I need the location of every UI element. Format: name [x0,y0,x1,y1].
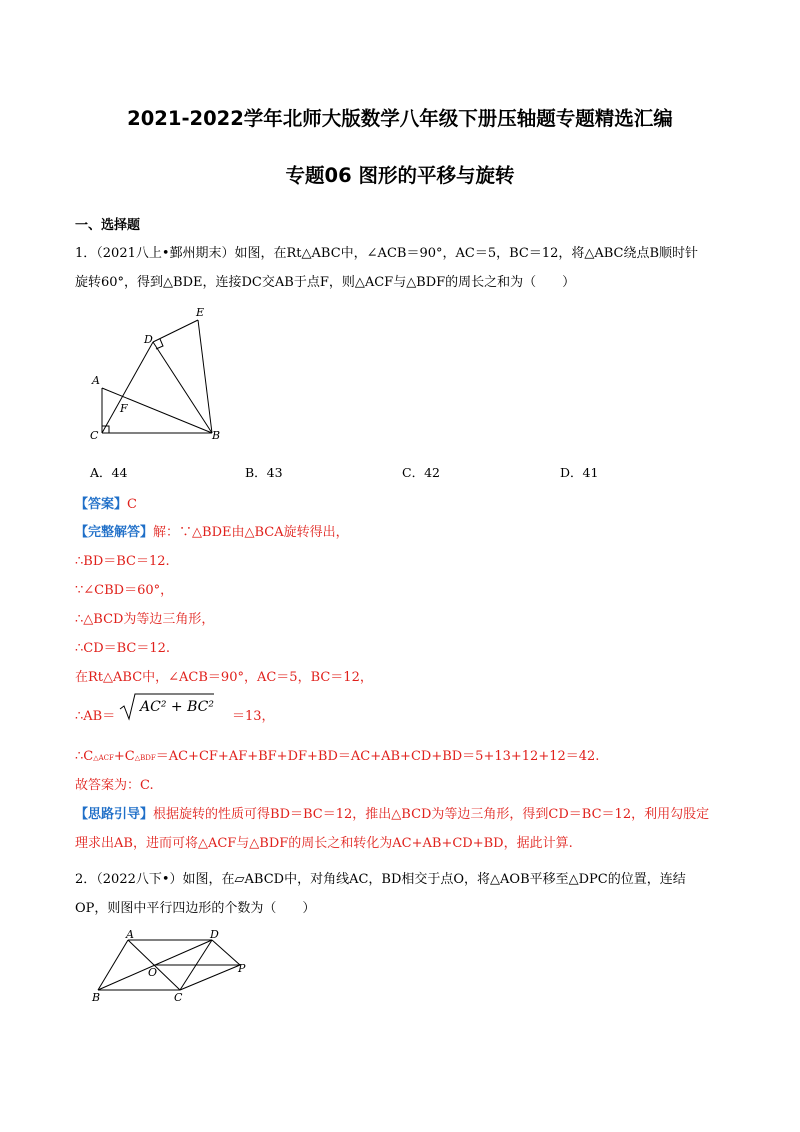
q1-label-E: E [196,306,205,319]
q2-figure [88,928,258,1006]
q2-label-D: D [210,928,219,941]
solution-line-4: ∴△BCD为等边三角形， [75,612,215,627]
solution-line-2: ∴BD＝BC＝12. [75,554,170,569]
q1-figure [80,300,230,445]
answer-row [75,493,137,512]
solution-line-8 [75,745,599,764]
document-title: 2021-2022学年北师大版数学八年级下册压轴题专题精选汇编 [127,107,673,130]
q2-stem-line1: 2．（2022八下•）如图，在▱ABCD中，对角线AC，BD相交于点O，将△AOB平移至△DPC的位置，连结 [75,872,686,887]
hint-line-2: 理求出AB，进而可将△ACF与△BDF的周长之和转化为AC+AB+CD+BD，据此计算. [75,836,573,851]
perimeter-sub-2: △BDF [134,754,156,762]
q2-label-B: B [92,991,101,1004]
q1-label-F: F [120,402,128,415]
solution-line-1: 解：∵△BDE由△BCA旋转得出， [153,525,349,540]
hint-row-1 [75,803,709,822]
solution-line-9: 故答案为：C. [75,778,154,793]
q1-option-b: B．43 [245,465,283,480]
q1-option-a: A．44 [90,465,128,480]
q1-option-c: C．42 [402,465,440,480]
perimeter-sub-1: △ACF [93,754,114,762]
q1-label-A: A [92,374,100,387]
answer-value: C [127,497,137,512]
q2-label-P: P [238,962,246,975]
q1-label-B: B [212,429,221,442]
q1-stem-line1: 1．（2021八上•鄞州期末）如图，在Rt△ABC中，∠ACB＝90°，AC＝5，BC＝12，将△ABC绕点B顺时针 [75,246,699,261]
q2-stem-line2: OP，则图中平行四边形的个数为（ ） [75,901,316,916]
q1-label-D: D [144,333,153,346]
sqrt-radicand: AC² + BC² [140,699,214,715]
solution-row-1 [75,521,349,540]
perimeter-equation: ＝AC+CF+AF+BF+DF+BD＝AC+AB+CD+BD＝5+13+12+12＝42. [155,749,600,764]
q1-label-C: C [90,429,99,442]
solution-line-7-prefix: ∴AB＝ [75,709,116,724]
q1-option-d: D．41 [560,465,599,480]
q2-label-O: O [148,966,158,979]
sqrt-expression [118,692,218,722]
solution-line-6: 在Rt△ABC中，∠ACB＝90°，AC＝5，BC＝12， [75,670,373,685]
section-heading: 一、选择题 [75,218,141,233]
perimeter-symbol-1: ∴C [75,749,94,764]
q2-label-A: A [126,928,134,941]
q2-label-C: C [174,991,183,1004]
solution-line-7-suffix: ＝13， [232,709,275,724]
perimeter-symbol-2: +C [113,749,135,764]
q1-stem-line2: 旋转60°，得到△BDE，连接DC交AB于点F，则△ACF与△BDF的周长之和为（ ） [75,275,576,290]
solution-line-3: ∵∠CBD＝60°， [75,583,174,598]
solution-line-5: ∴CD＝BC＝12. [75,641,171,656]
hint-line-1: 根据旋转的性质可得BD＝BC＝12，推出△BCD为等边三角形，得到CD＝BC＝12，利用勾股定 [153,807,710,822]
document-subtitle: 专题06 图形的平移与旋转 [285,164,515,187]
answer-tag: 【答案】 [75,497,128,512]
solution-tag: 【完整解答】 [75,525,154,540]
hint-tag: 【思路引导】 [75,807,154,822]
